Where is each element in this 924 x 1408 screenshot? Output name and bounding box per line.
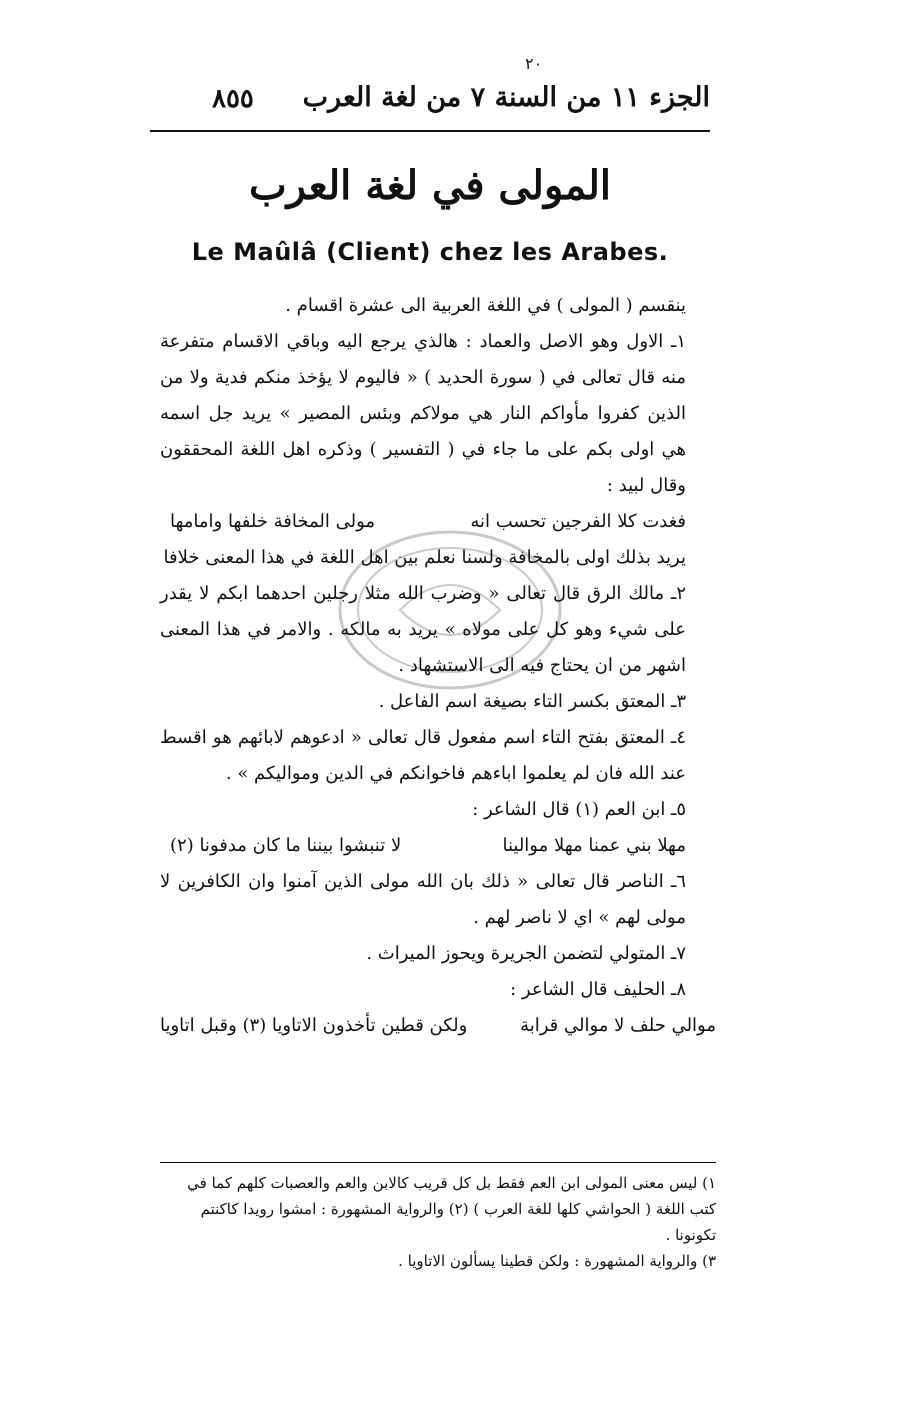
footnote-rule bbox=[160, 1162, 716, 1163]
paragraph-1: ١ـ الاول وهو الاصل والعماد : هالذي يرجع اليه وباقي الاقسام متفرعة منه قال تعالى في ( سورة الحديد ) « فاليوم لا يؤخذ منكم فدية ولا من الذين كفروا مأواكم النار هي مولاكم وبئس المصير » يريد جل اسمه هي اولى بكم على ما جاء في ( التفسير ) وذكره اهل اللغة المحققون وقال لبيد : bbox=[160, 331, 686, 496]
page-header bbox=[150, 54, 710, 128]
article-title: المولى في لغة العرب bbox=[248, 162, 612, 209]
header-mark: ٢٠ bbox=[525, 54, 543, 73]
article-body bbox=[160, 288, 716, 1044]
paragraph-3: ٣ـ المعتق بكسر التاء بصيغة اسم الفاعل . bbox=[378, 691, 686, 712]
paragraph-4: ٤ـ المعتق بفتح التاء اسم مفعول قال تعالى « ادعوهم لابائهم هو اقسط عند الله فان لم يعلموا اباءهم فاخوانكم في الدين ومواليكم » . bbox=[160, 727, 686, 784]
paragraph-5: ٥ـ ابن العم (١) قال الشاعر : bbox=[472, 799, 686, 820]
paragraph-1-note: يريد بذلك اولى بالمخافة ولسنا نعلم بين اهل اللغة في هذا المعنى خلافا bbox=[163, 547, 686, 568]
verse-1-second-hemistich: مولى المخافة خلفها وامامها bbox=[170, 511, 376, 532]
header-rule bbox=[150, 130, 710, 132]
verse-2 bbox=[160, 828, 716, 864]
paragraph-6: ٦ـ الناصر قال تعالى « ذلك بان الله مولى الذين آمنوا وان الكافرين لا مولى لهم » اي لا ناصر لهم . bbox=[160, 871, 686, 928]
latin-title: Le Maûlâ (Client) chez les Arabes. bbox=[191, 238, 669, 266]
paragraph-2: ٢ـ مالك الرق قال تعالى « وضرب الله مثلا رجلين احدهما ابكم لا يقدر على شيء وهو كل على مولاه » يريد به مالكه . والامر في هذا المعنى اشهر من ان يحتاج فيه الى الاستشهاد . bbox=[160, 583, 686, 676]
verse-1 bbox=[160, 504, 716, 540]
paragraph-8: ٨ـ الحليف قال الشاعر : bbox=[510, 979, 686, 1000]
verse-1-first-hemistich: فغدت كلا الفرجين تحسب انه bbox=[470, 511, 686, 532]
paragraph-7: ٧ـ المتولي لتضمن الجريرة ويحوز الميراث . bbox=[366, 943, 686, 964]
verse-3-second-hemistich: ولكن قطين تأخذون الاتاويا (٣) وقبل اتاويا bbox=[160, 1015, 468, 1036]
verse-3-first-hemistich: موالي حلف لا موالي قرابة bbox=[520, 1015, 716, 1036]
verse-2-second-hemistich: لا تنبشوا بيننا ما كان مدفونا (٢) bbox=[170, 835, 402, 856]
page-number: ٨٥٥ bbox=[212, 84, 254, 114]
footnotes bbox=[160, 1170, 716, 1274]
verse-3 bbox=[160, 1008, 716, 1044]
footnote-3: ٣) والرواية المشهورة : ولكن قطينا يسألون الاتاويا . bbox=[398, 1252, 716, 1270]
running-title: الجزء ١١ من السنة ٧ من لغة العرب bbox=[302, 82, 710, 113]
paragraph-intro: ينقسم ( المولى ) في اللغة العربية الى عشرة اقسام . bbox=[285, 295, 686, 316]
footnote-1-2: ١) ليس معنى المولى ابن العم فقط بل كل قريب كالابن والعم والعصبات كلهم كما في كتب اللغة ( الحواشي كلها للغة العرب ) (٢) والرواية المشهورة : امشوا رويدا كاكنتم تكونونا . bbox=[187, 1174, 716, 1244]
verse-2-first-hemistich: مهلا بني عمنا مهلا موالينا bbox=[502, 835, 686, 856]
